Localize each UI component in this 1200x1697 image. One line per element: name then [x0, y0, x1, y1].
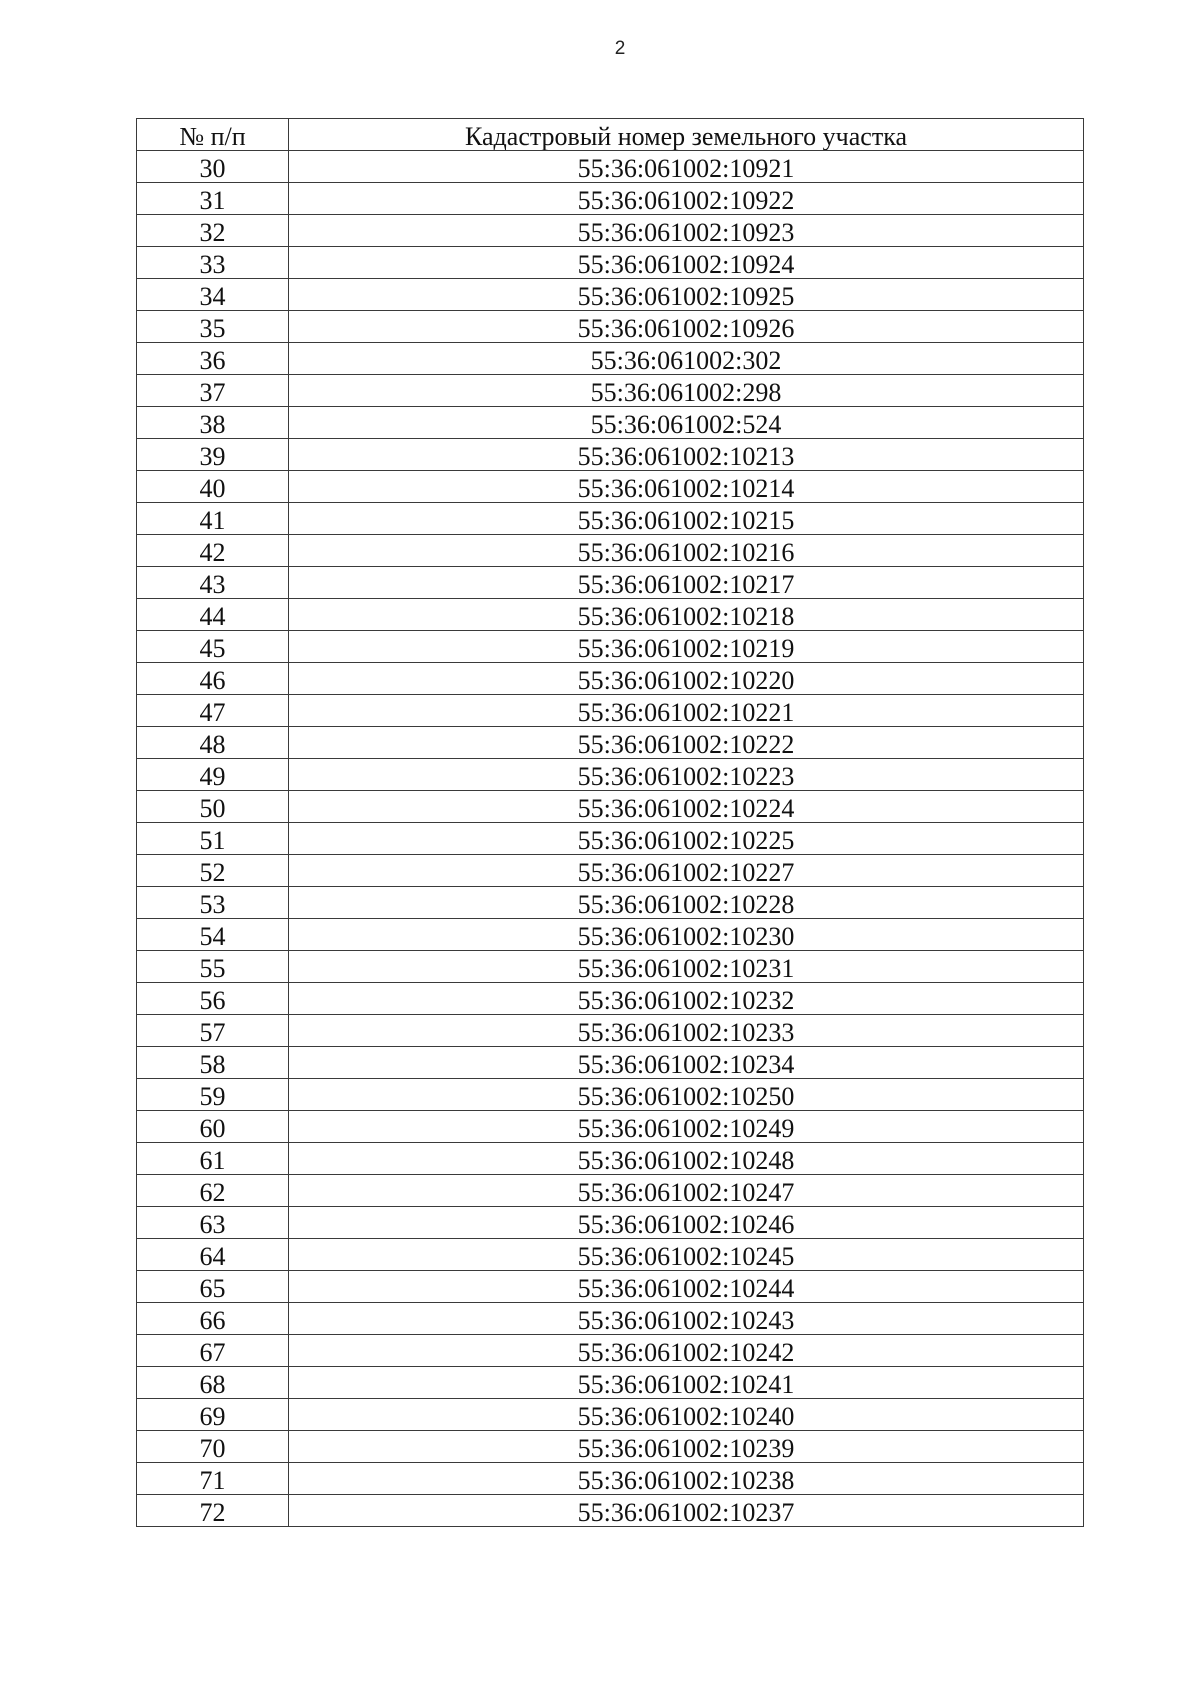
cadastral-number-cell: 55:36:061002:10242: [289, 1335, 1084, 1367]
cadastral-number-cell: 55:36:061002:10227: [289, 855, 1084, 887]
table-row: [137, 279, 1084, 311]
cadastral-number-cell: 55:36:061002:10925: [289, 279, 1084, 311]
cadastral-number-cell: 55:36:061002:10923: [289, 215, 1084, 247]
row-number-cell: 43: [137, 567, 289, 599]
table-row: [137, 1079, 1084, 1111]
table-row: [137, 215, 1084, 247]
cadastral-number-cell: 55:36:061002:10231: [289, 951, 1084, 983]
table-row: [137, 343, 1084, 375]
row-number-cell: 64: [137, 1239, 289, 1271]
row-number-cell: 57: [137, 1015, 289, 1047]
cadastral-number-cell: 55:36:061002:10232: [289, 983, 1084, 1015]
row-number-cell: 55: [137, 951, 289, 983]
table-row: [137, 1143, 1084, 1175]
cadastral-table: [136, 118, 1084, 1527]
cadastral-number-cell: 55:36:061002:10225: [289, 823, 1084, 855]
cadastral-number-cell: 55:36:061002:10245: [289, 1239, 1084, 1271]
table-row: [137, 535, 1084, 567]
table-row: [137, 439, 1084, 471]
cadastral-number-cell: 55:36:061002:10218: [289, 599, 1084, 631]
cadastral-number-cell: 55:36:061002:10213: [289, 439, 1084, 471]
cadastral-number-cell: 55:36:061002:10228: [289, 887, 1084, 919]
cadastral-number-cell: 55:36:061002:10223: [289, 759, 1084, 791]
table-header: [137, 119, 1084, 151]
table-row: [137, 151, 1084, 183]
cadastral-number-cell: 55:36:061002:10233: [289, 1015, 1084, 1047]
table-row: [137, 887, 1084, 919]
row-number-cell: 63: [137, 1207, 289, 1239]
row-number-cell: 52: [137, 855, 289, 887]
row-number-cell: 37: [137, 375, 289, 407]
table-body: [137, 151, 1084, 1527]
row-number-cell: 47: [137, 695, 289, 727]
cadastral-number-cell: 55:36:061002:10922: [289, 183, 1084, 215]
cadastral-number-cell: 55:36:061002:10224: [289, 791, 1084, 823]
table-row: [137, 919, 1084, 951]
table-row: [137, 1367, 1084, 1399]
column-header-number: № п/п: [137, 119, 289, 151]
row-number-cell: 61: [137, 1143, 289, 1175]
table-row: [137, 599, 1084, 631]
cadastral-number-cell: 55:36:061002:10250: [289, 1079, 1084, 1111]
row-number-cell: 49: [137, 759, 289, 791]
row-number-cell: 35: [137, 311, 289, 343]
cadastral-number-cell: 55:36:061002:10222: [289, 727, 1084, 759]
row-number-cell: 56: [137, 983, 289, 1015]
table-row: [137, 1271, 1084, 1303]
row-number-cell: 53: [137, 887, 289, 919]
cadastral-number-cell: 55:36:061002:10246: [289, 1207, 1084, 1239]
table-row: [137, 1495, 1084, 1527]
cadastral-number-cell: 55:36:061002:10241: [289, 1367, 1084, 1399]
table-row: [137, 695, 1084, 727]
cadastral-number-cell: 55:36:061002:10219: [289, 631, 1084, 663]
row-number-cell: 32: [137, 215, 289, 247]
cadastral-number-cell: 55:36:061002:10239: [289, 1431, 1084, 1463]
cadastral-number-cell: 55:36:061002:10926: [289, 311, 1084, 343]
table-row: [137, 791, 1084, 823]
table-row: [137, 247, 1084, 279]
row-number-cell: 54: [137, 919, 289, 951]
table-row: [137, 471, 1084, 503]
row-number-cell: 45: [137, 631, 289, 663]
table-row: [137, 375, 1084, 407]
table-row: [137, 1111, 1084, 1143]
table-row: [137, 1303, 1084, 1335]
row-number-cell: 51: [137, 823, 289, 855]
table-row: [137, 727, 1084, 759]
row-number-cell: 38: [137, 407, 289, 439]
column-header-cadastral-number: Кадастровый номер земельного участка: [289, 119, 1084, 151]
table-row: [137, 1335, 1084, 1367]
table-row: [137, 823, 1084, 855]
row-number-cell: 65: [137, 1271, 289, 1303]
row-number-cell: 36: [137, 343, 289, 375]
table-row: [137, 1431, 1084, 1463]
cadastral-number-cell: 55:36:061002:10240: [289, 1399, 1084, 1431]
row-number-cell: 46: [137, 663, 289, 695]
table-row: [137, 631, 1084, 663]
table-row: [137, 1175, 1084, 1207]
row-number-cell: 50: [137, 791, 289, 823]
cadastral-number-cell: 55:36:061002:10234: [289, 1047, 1084, 1079]
cadastral-number-cell: 55:36:061002:10244: [289, 1271, 1084, 1303]
table-row: [137, 1239, 1084, 1271]
table-row: [137, 951, 1084, 983]
table-row: [137, 983, 1084, 1015]
cadastral-number-cell: 55:36:061002:10237: [289, 1495, 1084, 1527]
table-row: [137, 407, 1084, 439]
table-row: [137, 567, 1084, 599]
row-number-cell: 70: [137, 1431, 289, 1463]
row-number-cell: 31: [137, 183, 289, 215]
cadastral-number-cell: 55:36:061002:10216: [289, 535, 1084, 567]
cadastral-number-cell: 55:36:061002:10217: [289, 567, 1084, 599]
table-row: [137, 183, 1084, 215]
row-number-cell: 67: [137, 1335, 289, 1367]
cadastral-number-cell: 55:36:061002:10221: [289, 695, 1084, 727]
row-number-cell: 59: [137, 1079, 289, 1111]
table-row: [137, 1207, 1084, 1239]
cadastral-number-cell: 55:36:061002:10215: [289, 503, 1084, 535]
table-row: [137, 1047, 1084, 1079]
row-number-cell: 39: [137, 439, 289, 471]
table-row: [137, 663, 1084, 695]
row-number-cell: 44: [137, 599, 289, 631]
cadastral-number-cell: 55:36:061002:10243: [289, 1303, 1084, 1335]
row-number-cell: 71: [137, 1463, 289, 1495]
row-number-cell: 42: [137, 535, 289, 567]
row-number-cell: 66: [137, 1303, 289, 1335]
table-row: [137, 1399, 1084, 1431]
row-number-cell: 72: [137, 1495, 289, 1527]
cadastral-number-cell: 55:36:061002:10220: [289, 663, 1084, 695]
cadastral-number-cell: 55:36:061002:302: [289, 343, 1084, 375]
cadastral-number-cell: 55:36:061002:10249: [289, 1111, 1084, 1143]
row-number-cell: 40: [137, 471, 289, 503]
page-number: 2: [614, 38, 626, 59]
cadastral-number-cell: 55:36:061002:10214: [289, 471, 1084, 503]
cadastral-number-cell: 55:36:061002:10924: [289, 247, 1084, 279]
row-number-cell: 33: [137, 247, 289, 279]
cadastral-number-cell: 55:36:061002:10230: [289, 919, 1084, 951]
table-header-row: [137, 119, 1084, 151]
table-row: [137, 855, 1084, 887]
row-number-cell: 62: [137, 1175, 289, 1207]
row-number-cell: 48: [137, 727, 289, 759]
table-row: [137, 503, 1084, 535]
cadastral-number-cell: 55:36:061002:524: [289, 407, 1084, 439]
table-row: [137, 759, 1084, 791]
row-number-cell: 69: [137, 1399, 289, 1431]
row-number-cell: 58: [137, 1047, 289, 1079]
row-number-cell: 41: [137, 503, 289, 535]
table-row: [137, 311, 1084, 343]
cadastral-number-cell: 55:36:061002:10248: [289, 1143, 1084, 1175]
row-number-cell: 60: [137, 1111, 289, 1143]
table-row: [137, 1463, 1084, 1495]
row-number-cell: 68: [137, 1367, 289, 1399]
row-number-cell: 30: [137, 151, 289, 183]
table-row: [137, 1015, 1084, 1047]
cadastral-number-cell: 55:36:061002:10921: [289, 151, 1084, 183]
cadastral-number-cell: 55:36:061002:10247: [289, 1175, 1084, 1207]
cadastral-number-cell: 55:36:061002:298: [289, 375, 1084, 407]
cadastral-number-cell: 55:36:061002:10238: [289, 1463, 1084, 1495]
row-number-cell: 34: [137, 279, 289, 311]
